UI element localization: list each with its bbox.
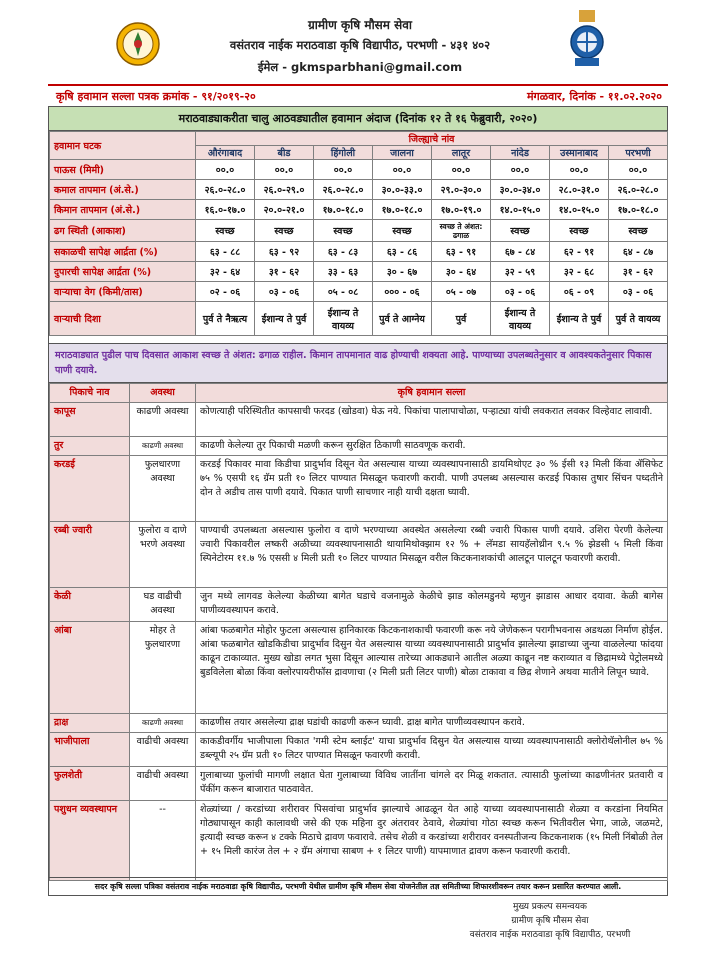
forecast-value: १७.०-१८.०: [314, 200, 373, 220]
crop-name: रब्बी ज्वारी: [50, 522, 130, 588]
param-label: दुपारची सापेक्ष आर्द्रता (%): [50, 262, 196, 282]
footer-note: सदर कृषि सल्ला पत्रिका वसंतराव नाईक मराठवाडा कृषि विद्यापीठ, परभणी येथील ग्रामीण कृषि मौसम सेवा योजनेतील तज्ञ समितीच्या शिफारशीवरून तयार करून प्रसारित करण्यात आली.: [49, 877, 667, 895]
crop-stage: --: [130, 801, 196, 881]
forecast-value: ६३ - ९२: [255, 242, 314, 262]
forecast-value: १४.०-१५.०: [491, 200, 550, 220]
param-label: सकाळची सापेक्ष आर्द्रता (%): [50, 242, 196, 262]
crop-stage: फुलोरा व दाणे भरणे अवस्था: [130, 522, 196, 588]
forecast-value: ०३ - ०६: [491, 282, 550, 302]
signatory-title: मुख्य प्रकल्प समन्वयक: [513, 902, 587, 912]
crop-name: भाजीपाला: [50, 733, 130, 767]
forecast-value: १४.०-१५.०: [550, 200, 609, 220]
crop-advice: गुलाबाच्या फुलांची मागणी लक्षात घेता गुलाबाच्या विविध जातींना चांगले दर मिळू शकतात. त्यासाठी फुलांच्या काढणीनंतर प्रतवारी व पॅकींग करून बाजारात पाठवावेत.: [196, 767, 668, 801]
weather-summary: मराठवाड्यात पुढील पाच दिवसात आकाश स्वच्छ ते अंशत: ढगाळ राहील. किमान तापमानात वाढ होण्याची शक्यता आहे. पाण्याच्या उपलब्धतेनुसार व आवश्यकतेनुसार पिकास पाणी दयावे.: [49, 343, 667, 383]
forecast-value: स्वच्छ: [550, 220, 609, 242]
forecast-value: ईशान्य ते वायव्य: [491, 302, 550, 336]
forecast-value: स्वच्छ: [373, 220, 432, 242]
district-header: उस्मानाबाद: [550, 146, 609, 160]
forecast-value: ६२ - ९१: [550, 242, 609, 262]
param-header: हवामान घटक: [50, 132, 196, 160]
district-header: बीड: [255, 146, 314, 160]
param-label: किमान तापमान (अं.से.): [50, 200, 196, 220]
forecast-value: ३३ - ६३: [314, 262, 373, 282]
forecast-value: ००.०: [609, 160, 668, 180]
table-row: [50, 437, 668, 456]
forecast-value: ००.०: [432, 160, 491, 180]
forecast-value: ईशान्य ते पुर्व: [255, 302, 314, 336]
district-header: नांदेड: [491, 146, 550, 160]
forecast-title: मराठवाड्याकरीता चालु आठवड्यातील हवामान अंदाज (दिनांक १२ ते १६ फेब्रुवारी, २०२०): [49, 107, 667, 131]
district-header: औरंगाबाद: [196, 146, 255, 160]
table-row: [50, 282, 668, 302]
param-label: पाऊस (मिमी): [50, 160, 196, 180]
forecast-value: पुर्व ते वायव्य: [609, 302, 668, 336]
forecast-value: १६.०-१७.०: [196, 200, 255, 220]
bulletin-info: [48, 84, 668, 106]
university-emblem-icon: [116, 20, 160, 68]
table-row: [50, 262, 668, 282]
forecast-value: स्वच्छ: [255, 220, 314, 242]
table-row: [50, 403, 668, 437]
forecast-value: स्वच्छ: [314, 220, 373, 242]
forecast-value: २६.०-२८.०: [196, 180, 255, 200]
district-group-header: जिल्ह्याचे नांव: [196, 132, 668, 146]
table-row: [50, 200, 668, 220]
param-label: कमाल तापमान (अं.से.): [50, 180, 196, 200]
crop-stage: वाढीची अवस्था: [130, 733, 196, 767]
forecast-value: स्वच्छ: [491, 220, 550, 242]
crop-advice: आंबा फळबागेत मोहोर फुटला असल्यास हानिकारक किटकनाशकाची फवारणी करू नये जेणेकरून परागीभवनास अडथळा निर्माण होईल. आंबा फळबागेत खोडकिडीचा प्रादुर्भाव दिसुन येत असल्यास याच्या व्यवस्थापनासाठी प्रादुर्भाव झालेल्या झाडाच्या जुन्या वाळलेल्या फांदया काढून टाकाव्यात. मुख्य खोडा लगत भुसा दिसून आल्यास तारेच्या आकड्याने आतील अळ्या काढून नष्ट कराव्यात व छिद्रामध्ये पेट्रोलमध्ये बुडविलेला बोळा किंवा क्लोरपायरीफॉस द्रावणाचा (२ मिली प्रती लिटर पाणी) बोळा टाकावा व छिद्र शेणाने अथवा मातीने लिपून घ्यावे.: [196, 622, 668, 714]
crop-name: आंबा: [50, 622, 130, 714]
bulletin-date: मंगळवार, दिनांक - ११.०२.२०२०: [526, 90, 662, 103]
crop-name: कापूस: [50, 403, 130, 437]
signatory-university: वसंतराव नाईक मराठवाडा कृषि विद्यापीठ, परभणी: [469, 930, 631, 940]
forecast-value: ०६ - ०९: [550, 282, 609, 302]
forecast-value: ००.०: [196, 160, 255, 180]
letterhead: [0, 0, 720, 82]
forecast-value: ईशान्य ते वायव्य: [314, 302, 373, 336]
crop-advice: काकडीवर्गीय भाजीपाला पिकात 'गमी स्टेम ब्लाईट' याचा प्रादुर्भाव दिसुन येत असल्यास याच्या व्यवस्थापनासाठी क्लोरोथॅलोनील ७५ % डब्ल्यूपी २५ ग्रॅम प्रती १० लिटर पाण्यात मिसळून फवारणी करावी.: [196, 733, 668, 767]
forecast-value: ३१ - ६२: [609, 262, 668, 282]
forecast-value: ३० - ६४: [432, 262, 491, 282]
forecast-value: ०५ - ०८: [314, 282, 373, 302]
crop-stage: वाढीची अवस्था: [130, 767, 196, 801]
table-row: [50, 622, 668, 714]
table-row: [50, 242, 668, 262]
crop-name: केळी: [50, 588, 130, 622]
forecast-value: २६.०-२९.०: [255, 180, 314, 200]
advisory-header-row: [50, 384, 668, 403]
forecast-value: स्वच्छ: [196, 220, 255, 242]
forecast-value: २६.०-२८.०: [314, 180, 373, 200]
forecast-value: ०५ - ०७: [432, 282, 491, 302]
forecast-value: ००.०: [373, 160, 432, 180]
forecast-value: २९.०-३०.०: [432, 180, 491, 200]
forecast-value: ००.०: [314, 160, 373, 180]
table-row: [50, 180, 668, 200]
table-row: [50, 302, 668, 336]
forecast-value: ६३ - ९१: [432, 242, 491, 262]
email-line: ईमेल - gkmsparbhani@gmail.com: [257, 60, 463, 74]
forecast-value: ३१ - ६२: [255, 262, 314, 282]
forecast-value: ३२ - ६८: [550, 262, 609, 282]
crop-stage: काढणी अवस्था: [130, 714, 196, 733]
table-row: [50, 801, 668, 881]
crop-advice: काढणी केलेल्या तुर पिकाची मळणी करून सुरक्षित ठिकाणी साठवणूक करावी.: [196, 437, 668, 456]
forecast-value: पुर्व: [432, 302, 491, 336]
forecast-value: ०२ - ०६: [196, 282, 255, 302]
table-row: [50, 456, 668, 522]
forecast-value: १७.०-१८.०: [373, 200, 432, 220]
forecast-value: १७.०-१८.०: [609, 200, 668, 220]
national-emblem-icon: [565, 8, 609, 70]
crop-stage: काढणी अवस्था: [130, 403, 196, 437]
forecast-value: स्वच्छ: [609, 220, 668, 242]
table-row: [50, 522, 668, 588]
forecast-value: ३२ - ५९: [491, 262, 550, 282]
forecast-value: स्वच्छ ते अंशत: ढगाळ: [432, 220, 491, 242]
forecast-value: ००.०: [255, 160, 314, 180]
crop-name: तुर: [50, 437, 130, 456]
table-row: [50, 220, 668, 242]
district-header: परभणी: [609, 146, 668, 160]
crop-advice: पाण्याची उपलब्धता असल्यास फुलोरा व दाणे भरण्याच्या अवस्थेत असलेल्या रब्बी ज्वारी पिकास पाणी दयावे. उशिरा पेरणी केलेल्या ज्वारी पिकावरील लष्करी अळीच्या व्यवस्थापनासाठी थायामिथोक्झाम १२ % + लॅमडा सायहॅलोथ्रीन ९.५ % झेडसी ५ मिली किंवा स्पिनेटोरम ११.७ % एससी ४ मिली प्रती १० लिटर पाण्यात मिसळून वरील किटकनाशकांची आलटून पालटून फवारणी करावी.: [196, 522, 668, 588]
university-address: वसंतराव नाईक मराठवाडा कृषि विद्यापीठ, परभणी - ४३१ ४०२: [229, 38, 491, 52]
table-row: [50, 733, 668, 767]
bulletin-number: कृषि हवामान सल्ला पत्रक क्रमांक - ९१/२०१९-२०: [56, 90, 256, 103]
district-header: लातूर: [432, 146, 491, 160]
table-row: [50, 588, 668, 622]
forecast-value: १७.०-१९.०: [432, 200, 491, 220]
forecast-value: ००.०: [491, 160, 550, 180]
signature-block: [440, 900, 660, 942]
crop-advice: शेळ्यांच्या / करडांच्या शरीरावर पिसवांचा प्रादुर्भाव झाल्याचे आढळून येत आहे याच्या व्यवस्थापनासाठी शेळ्या व करडांना नियमित गोठ्यापासून काही कालावधी जसे की एक महिना दुर अंतरावर ठेवावे, शेळ्यांचा गोठा स्वच्छ करून भितीवरील भेगा, जाळे, जळमटे, इत्यादी स्वच्छ करून ४ टक्के मिठाचे द्रावण फवारावे. तसेच शेळी व करडांच्या शरीरावर वनस्पतीजन्य किटकनाशक (१५ मिली निंबोळी तेल + १५ मिली कारंज तेल + २ ग्रॅम अंगाचा साबण + १ लिटर पाणी) यापमाणात द्रावण करून फवारणी करावी.: [196, 801, 668, 881]
district-header: हिंगोली: [314, 146, 373, 160]
forecast-value: ००.०: [550, 160, 609, 180]
forecast-value: ६३ - ८८: [196, 242, 255, 262]
crop-name: फुलशेती: [50, 767, 130, 801]
forecast-value: ६३ - ८३: [314, 242, 373, 262]
crop-col-header: पिकाचे नाव: [50, 384, 130, 403]
crop-advice: जुन मध्ये लागवड केलेल्या केळीच्या बागेत घडाचे वजनामुळे केळीचे झाड कोलमडुनये म्हणुन झाडास आधार दयावा. केळी बागेस पाणीव्यवस्थापन करावे.: [196, 588, 668, 622]
bulletin-frame: [48, 106, 668, 896]
param-label: वाऱ्याची दिशा: [50, 302, 196, 336]
forecast-value: ३०.०-३४.०: [491, 180, 550, 200]
table-row: [50, 160, 668, 180]
forecast-value: ३०.०-३३.०: [373, 180, 432, 200]
signatory-org: ग्रामीण कृषि मौसम सेवा: [511, 916, 589, 926]
forecast-value: २६.०-२८.०: [609, 180, 668, 200]
forecast-value: ३२ - ६४: [196, 262, 255, 282]
forecast-value: ०३ - ०६: [255, 282, 314, 302]
param-label: ढग स्थिती (आकाश): [50, 220, 196, 242]
crop-stage: फुलधारणा अवस्था: [130, 456, 196, 522]
param-label: वाऱ्याचा वेग (किमी/तास): [50, 282, 196, 302]
table-row: [50, 767, 668, 801]
crop-stage: मोहर ते फुलधारणा: [130, 622, 196, 714]
forecast-value: ००० - ०६: [373, 282, 432, 302]
forecast-value: ३० - ६७: [373, 262, 432, 282]
forecast-value: ०३ - ०६: [609, 282, 668, 302]
advisory-table: [49, 383, 668, 881]
forecast-value: पुर्व ते आग्नेय: [373, 302, 432, 336]
crop-name: द्राक्ष: [50, 714, 130, 733]
district-header: जालना: [373, 146, 432, 160]
forecast-value: ईशान्य ते पुर्व: [550, 302, 609, 336]
forecast-value: २८.०-३१.०: [550, 180, 609, 200]
forecast-value: ६७ - ८४: [491, 242, 550, 262]
forecast-value: २०.०-२१.०: [255, 200, 314, 220]
forecast-table: [49, 131, 668, 336]
crop-name: करडई: [50, 456, 130, 522]
forecast-value: ६४ - ८७: [609, 242, 668, 262]
crop-advice: काढणीस तयार असलेल्या द्राक्ष घडांची काढणी करून घ्यावी. द्राक्ष बागेत पाणीव्यवस्थापन करावे.: [196, 714, 668, 733]
crop-stage: काढणी अवस्था: [130, 437, 196, 456]
crop-advice: करडई पिकावर मावा किडीचा प्रादुर्भाव दिसून येत असल्यास याच्या व्यवस्थापनासाठी डायमिथोएट ३० % ईसी १३ मिली किंवा ॲसिफेट ७५ % एसपी १६ ग्रॅम प्रती १० लिटर पाण्यात मिसळून फवारणी करावी. पाणी उपलब्ध असल्यास करडई पिकास तुषार सिंचन पध्दतीने दोन ते अडीच तास पाणी दयावे. पिकात पाणी साचणार नाही याची दक्षता घ्यावी.: [196, 456, 668, 522]
crop-stage: घड वाढीची अवस्था: [130, 588, 196, 622]
crop-name: पशुधन व्यवस्थापन: [50, 801, 130, 881]
forecast-value: पुर्व ते नैऋत्य: [196, 302, 255, 336]
forecast-value: ६३ - ८६: [373, 242, 432, 262]
table-row: [50, 714, 668, 733]
advice-col-header: कृषि हवामान सल्ला: [196, 384, 668, 403]
crop-advice: कोणत्याही परिस्थितीत कापसाची फरदड (खोडवा) घेऊ नये. पिकांचा पालापाचोळा, पऱ्हाट्या यांची लवकरात लवकर विल्हेवाट लावावी.: [196, 403, 668, 437]
org-name: ग्रामीण कृषि मौसम सेवा: [307, 18, 413, 32]
stage-col-header: अवस्था: [130, 384, 196, 403]
